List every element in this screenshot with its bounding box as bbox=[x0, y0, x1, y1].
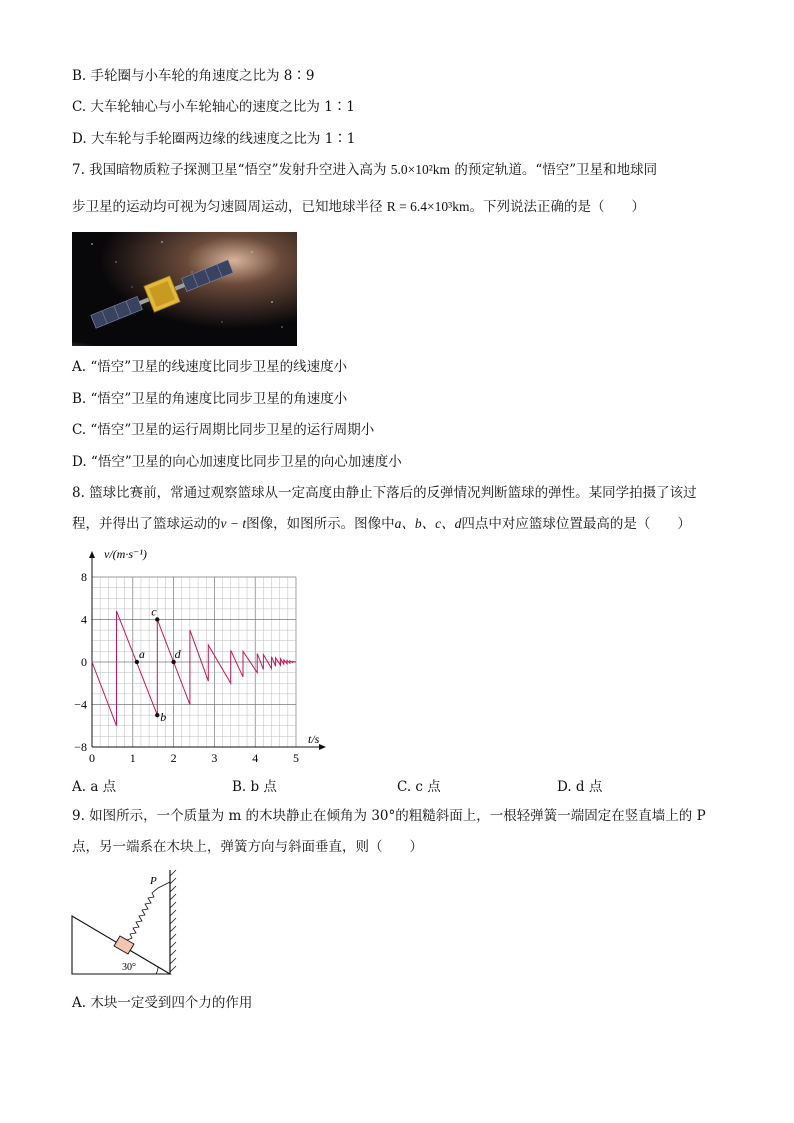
q8-option-c: C. c 点 bbox=[397, 779, 441, 795]
chart-series bbox=[92, 611, 296, 726]
y-tick-label: 8 bbox=[81, 570, 87, 584]
q7-option-d: D. “悟空”卫星的向心加速度比同步卫星的向心加速度小 bbox=[72, 454, 402, 470]
incline-figure bbox=[70, 866, 182, 978]
y-tick-label: 0 bbox=[81, 655, 87, 669]
q8-option-a: A. a 点 bbox=[72, 779, 117, 795]
chart-y-axis-label: v/(m·s⁻¹) bbox=[104, 547, 147, 561]
q7-orbit-height: 5.0×10²km bbox=[390, 162, 451, 177]
x-tick-label: 1 bbox=[129, 751, 136, 765]
point-b bbox=[155, 713, 159, 717]
point-label-d: d bbox=[174, 647, 181, 661]
q8-stem-text: 程，并得出了篮球运动的 bbox=[72, 516, 221, 532]
q8-point-letters: a、b、c、d bbox=[394, 516, 462, 531]
q7-stem-text: 7. 我国暗物质粒子探测卫星“悟空”发射升空进入高为 bbox=[72, 162, 391, 178]
q9-stem-line-1: 9. 如图所示，一个质量为 m 的木块静止在倾角为 30°的粗糙斜面上，一根轻弹簧一端固定在竖直墙上的 P bbox=[72, 808, 706, 824]
label-angle: 30° bbox=[122, 962, 136, 973]
x-tick-label: 4 bbox=[252, 751, 259, 765]
x-tick-label: 3 bbox=[211, 751, 218, 765]
q7-stem-line-2 bbox=[72, 197, 645, 217]
chart-grid bbox=[92, 577, 296, 747]
q8-stem-line-1: 8. 篮球比赛前，常通过观察篮球从一定高度由静止下落后的反弹情况判断篮球的弹性。某同学拍摄了该过 bbox=[72, 485, 697, 501]
q9-option-a: A. 木块一定受到四个力的作用 bbox=[72, 995, 253, 1011]
chart-tick-labels bbox=[74, 570, 299, 765]
q7-stem-text: 的预定轨道。“悟空”卫星和地球同 bbox=[450, 162, 658, 178]
spring-attachment bbox=[162, 882, 170, 886]
q7-option-b: B. “悟空”卫星的角速度比同步卫星的角速度小 bbox=[72, 391, 348, 407]
q8-stem-text: 图像，如图所示。图像中 bbox=[246, 516, 395, 532]
q8-vt-symbol: v − t bbox=[220, 516, 247, 531]
vt-chart bbox=[70, 545, 330, 767]
q8-option-b: B. b 点 bbox=[232, 779, 277, 795]
x-tick-label: 5 bbox=[293, 751, 299, 765]
point-label-a: a bbox=[138, 647, 145, 661]
q8-options bbox=[72, 775, 692, 795]
q7-option-c: C. “悟空”卫星的运行周期比同步卫星的运行周期小 bbox=[72, 422, 375, 438]
q8-stem-text: 四点中对应篮球位置最高的是（ ） bbox=[461, 516, 691, 532]
point-label-c: c bbox=[151, 604, 157, 619]
x-tick-label: 2 bbox=[170, 751, 177, 765]
label-p: P bbox=[150, 875, 157, 887]
angle-arc bbox=[156, 967, 158, 974]
y-axis-arrow bbox=[89, 551, 95, 558]
spring bbox=[127, 886, 162, 940]
q6-option-b: B. 手轮圈与小车轮的角速度之比为 8∶9 bbox=[72, 68, 315, 84]
q8-stem-line-2 bbox=[72, 514, 691, 534]
y-tick-label: 4 bbox=[81, 612, 87, 627]
q7-stem-text: 步卫星的运动均可视为匀速圆周运动，已知地球半径 bbox=[72, 199, 387, 215]
satellite-photo bbox=[72, 232, 297, 346]
y-tick-label: −4 bbox=[74, 697, 87, 712]
x-tick-label: 0 bbox=[89, 751, 95, 765]
wall-hatching bbox=[170, 870, 176, 972]
q6-option-d: D. 大车轮与手轮圈两边缘的线速度之比为 1∶1 bbox=[72, 131, 356, 147]
y-tick-label: −8 bbox=[74, 740, 87, 754]
q7-earth-radius: R = 6.4×10³km bbox=[386, 199, 470, 214]
q7-stem-text: 。下列说法正确的是（ ） bbox=[469, 199, 645, 215]
point-label-b: b bbox=[160, 710, 167, 725]
chart-x-axis-label: t/s bbox=[308, 732, 320, 746]
q8-option-d: D. d 点 bbox=[557, 779, 603, 795]
q7-option-a: A. “悟空”卫星的线速度比同步卫星的线速度小 bbox=[72, 359, 348, 375]
q9-stem-line-2: 点，另一端系在木块上，弹簧方向与斜面垂直，则（ ） bbox=[72, 839, 423, 855]
q7-stem-line-1 bbox=[72, 160, 657, 180]
x-axis-arrow bbox=[319, 744, 326, 750]
velocity-series-line bbox=[92, 611, 296, 726]
q6-option-c: C. 大车轮轴心与小车轮轴心的速度之比为 1∶1 bbox=[72, 99, 355, 115]
